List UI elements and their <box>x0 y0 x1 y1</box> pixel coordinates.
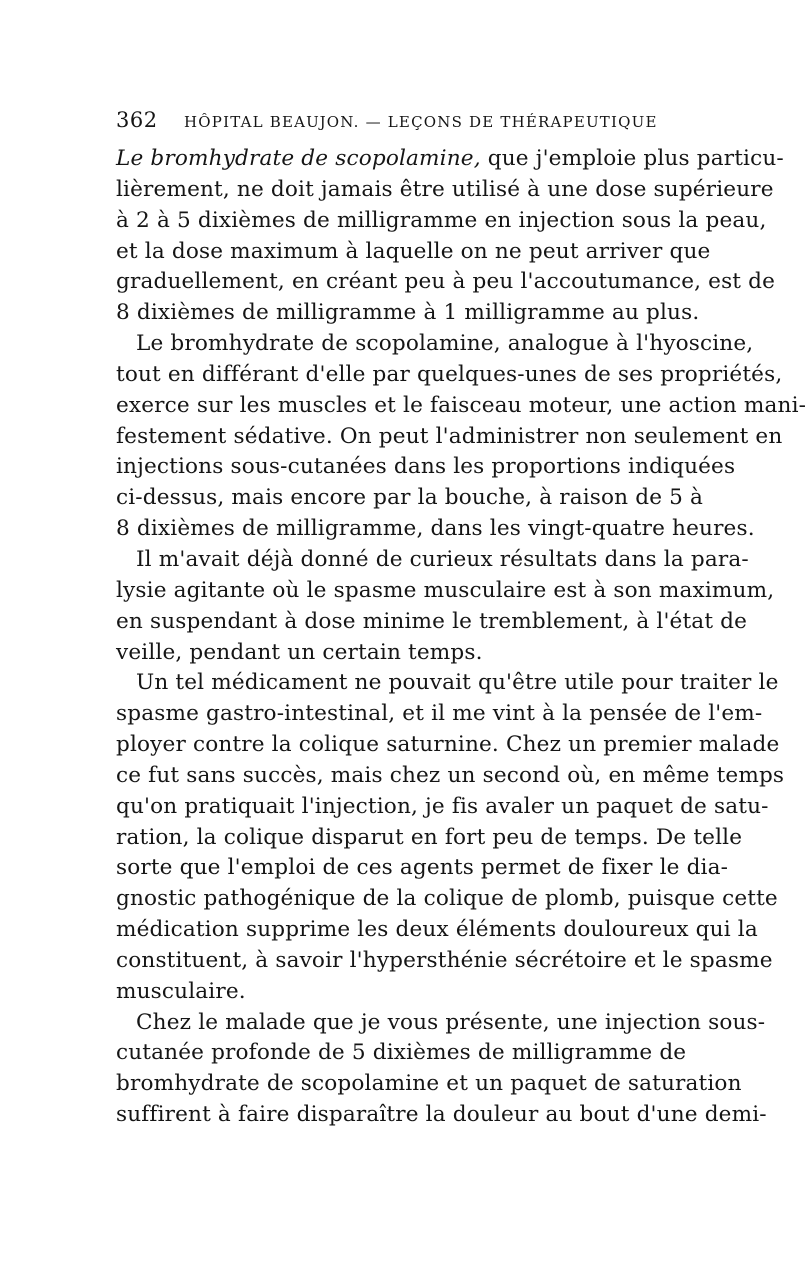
text-line: et la dose maximum à laquelle on ne peut arriver que <box>116 238 711 264</box>
paragraph-start: Le bromhydrate de scopolamine, analogue à l'hyoscine, <box>136 331 754 357</box>
text-line: ci-dessus, mais encore par la bouche, à raison de 5 à <box>116 485 704 511</box>
text-line: bromhydrate de scopolamine et un paquet de saturation <box>116 1071 742 1097</box>
text-line: lysie agitante où le spasme musculaire est à son maximum, <box>116 577 775 603</box>
text-line: ce fut sans succès, mais chez un second où, en même temps <box>116 762 785 788</box>
paragraph-start: Un tel médicament ne pouvait qu'être utile pour traiter le <box>136 670 779 696</box>
text-line: spasme gastro-intestinal, et il me vint à la pensée de l'em- <box>116 701 763 727</box>
body-text <box>116 144 806 1131</box>
text-line: exerce sur les muscles et le faisceau moteur, une action mani- <box>116 392 806 418</box>
running-head: HÔPITAL BEAUJON. — LEÇONS DE THÉRAPEUTIQUE <box>184 113 658 131</box>
paragraph-start: Il m'avait déjà donné de curieux résultats dans la para- <box>136 546 749 572</box>
text-line: musculaire. <box>116 978 246 1004</box>
page-header <box>116 108 682 144</box>
text-line-rest: que j'emploie plus particu- <box>480 146 784 171</box>
paragraph-start: Chez le malade que je vous présente, une injection sous- <box>136 1009 766 1035</box>
text-line: suffirent à faire disparaître la douleur au bout d'une demi- <box>116 1102 767 1128</box>
book-page <box>116 108 806 1131</box>
italic-drug-name: Le bromhydrate de scopolamine, <box>116 146 481 171</box>
text-line: graduellement, en créant peu à peu l'accoutumance, est de <box>116 269 776 295</box>
page-number: 362 <box>116 108 158 132</box>
text-line: injections sous-cutanées dans les proportions indiquées <box>116 454 736 480</box>
text-line: tout en différant d'elle par quelques-unes de ses propriétés, <box>116 361 783 387</box>
text-line: cutanée profonde de 5 dixièmes de milligramme de <box>116 1040 687 1066</box>
text-line: veille, pendant un certain temps. <box>116 639 483 665</box>
text-line: constituent, à savoir l'hypersthénie sécrétoire et le spasme <box>116 947 773 973</box>
text-line: sorte que l'emploi de ces agents permet de fixer le dia- <box>116 855 729 881</box>
text-line: ployer contre la colique saturnine. Chez un premier malade <box>116 732 780 758</box>
text-line: ration, la colique disparut en fort peu de temps. De telle <box>116 824 743 850</box>
text-line: festement sédative. On peut l'administrer non seulement en <box>116 423 783 449</box>
text-line: lièrement, ne doit jamais être utilisé à une dose supérieure <box>116 176 774 202</box>
text-line: 8 dixièmes de milligramme à 1 milligramme au plus. <box>116 300 700 326</box>
text-line: gnostic pathogénique de la colique de plomb, puisque cette <box>116 886 778 912</box>
text-line: médication supprime les deux éléments douloureux qui la <box>116 917 758 943</box>
text-line: qu'on pratiquait l'injection, je fis avaler un paquet de satu- <box>116 793 769 819</box>
text-line: à 2 à 5 dixièmes de milligramme en injection sous la peau, <box>116 207 767 233</box>
text-line: 8 dixièmes de milligramme, dans les vingt-quatre heures. <box>116 516 755 542</box>
text-line: en suspendant à dose minime le tremblement, à l'état de <box>116 608 748 634</box>
text-line <box>116 144 784 175</box>
